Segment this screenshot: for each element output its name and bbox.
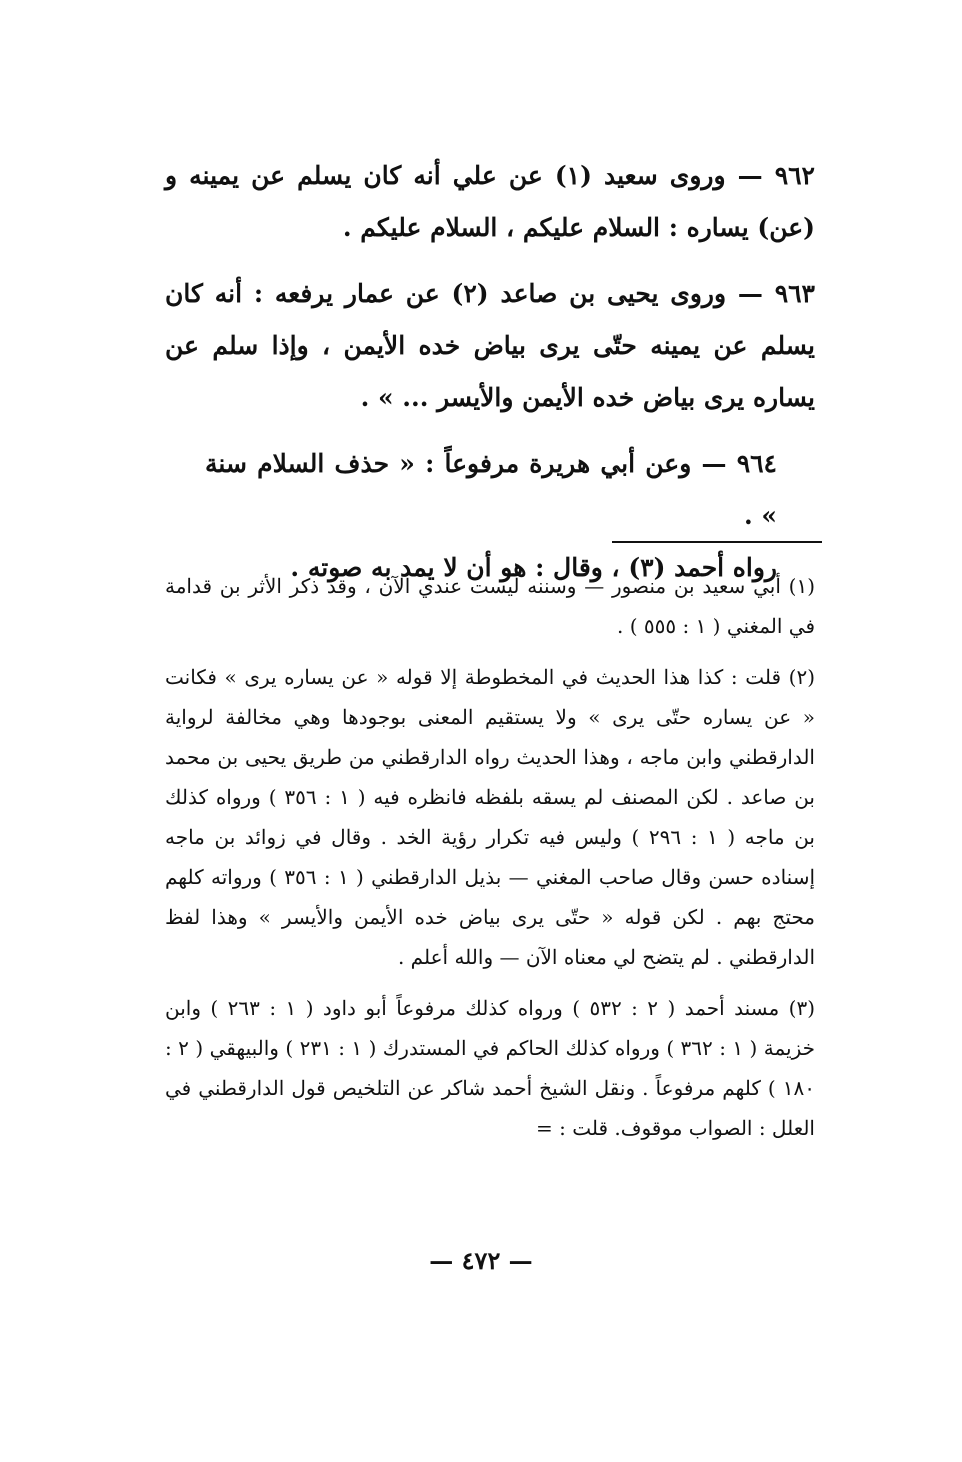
footnote-1: (١) أبي سعيد بن منصور — وسننه ليست عندي الآن ، وقد ذكر الأثر بن قدامة في المغني ( ١ : ٥٥٥ ) . xyxy=(165,574,815,638)
footnote-2: (٢) قلت : كذا هذا الحديث في المخطوطة إلا قوله « عن يساره يرى » فكانت « عن يساره حتّى يرى » ولا يستقيم المعنى بوجودها وهي مخالفة لرواية الدارقطني وابن ماجه ، وهذا الحديث رواه الدارقطني من طريق يحيى بن محمد بن صاعد . لكن المصنف لم يسقه بلفظه فانظره فيه ( ١ : ٣٥٦ ) ورواه كذلك بن ماجه ( ١ : ٢٩٦ ) وليس فيه تكرار رؤية الخد . وقال في زوائد بن ماجه إسناده حسن وقال صاحب المغني — بذيل الدارقطني ( ١ : ٣٥٦ ) ورواته كلهم محتج بهم . لكن قوله « حتّى يرى بياض خده الأيمن والأيسر » وهذا لفظ الدارقطني . لم يتضح لي معناه الآن — والله أعلم . xyxy=(165,665,816,969)
hadith-962: ٩٦٢ — وروى سعيد (١) عن علي أنه كان يسلم عن يمينه و (عن) يساره : السلام عليكم ، السلام عليكم . xyxy=(165,161,815,242)
hadith-964: ٩٦٤ — وعن أبي هريرة مرفوعاً : « حذف السلام سنة » . xyxy=(205,449,777,530)
page-number: — ٤٧٢ — xyxy=(429,1246,533,1275)
footnote-separator xyxy=(612,541,822,543)
hadith-963: ٩٦٣ — وروى يحيى بن صاعد (٢) عن عمار يرفعه : أنه كان يسلم عن يمينه حتّى يرى بياض خده الأيمن ، وإذا سلم عن يساره يرى بياض خده الأيمن والأيسر ... » . xyxy=(165,279,815,412)
footnote-3: (٣) مسند أحمد ( ٢ : ٥٣٢ ) ورواه كذلك مرفوعاً أبو داود ( ١ : ٢٦٣ ) وابن خزيمة ( ١ : ٣٦٢ ) ورواه كذلك الحاكم في المستدرك ( ١ : ٢٣١ ) والبيهقي ( ٢ : ١٨٠ ) كلهم مرفوعاً . ونقل الشيخ أحمد شاكر عن التلخيص قول الدارقطني في العلل : الصواب موقوف. قلت : = xyxy=(165,996,816,1140)
main-text xyxy=(165,150,815,594)
hadith-964-narration: رواه أحمد (٣) ، وقال : هو أن لا يمد به صوته . xyxy=(290,553,777,582)
footnotes xyxy=(165,566,815,1159)
